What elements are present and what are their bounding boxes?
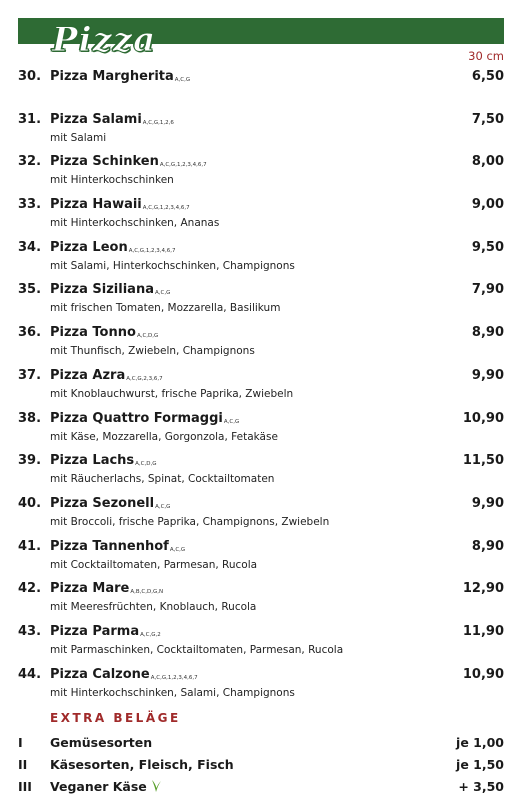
menu-item [0,65,522,108]
item-name [50,325,158,343]
item-name-text: Pizza Mare [50,581,130,597]
allergen-codes: A,C,D,G [135,461,157,468]
item-name-text: Pizza Calzone [50,666,150,682]
item-number: 30. [18,69,42,84]
allergen-codes: A,C,G [155,503,171,510]
menu-item [0,577,522,620]
size-label: 30 cm [468,49,504,63]
allergen-codes: A,C,D,G [136,333,159,340]
extra-row [0,779,522,801]
item-name-text: Pizza Tannenhof [50,538,169,554]
item-price: 11,50 [462,453,504,469]
menu-item [0,236,522,279]
item-price: 9,50 [471,239,504,255]
item-number: 34. [18,239,42,255]
item-name [50,624,161,642]
item-number: 36. [18,325,42,341]
allergen-codes: A,C,G [223,418,240,425]
item-name-text: Pizza Parma [50,623,140,639]
menu-item [0,278,522,321]
extra-number: II [18,757,28,772]
menu-item [0,364,522,407]
menu-item [0,407,522,450]
item-description: mit Salami, Hinterkochschinken, Champignons [50,259,295,272]
allergen-codes: A,C,G,1,2,3,4,6,7 [159,162,207,169]
item-number: 35. [18,282,42,298]
extra-name-text: Käsesorten, Fleisch, Fisch [50,757,234,772]
item-name-text: Pizza Leon [50,239,128,255]
item-name-text: Pizza Siziliana [50,282,154,298]
allergen-codes: A,C,G,1,2,3,4,6,7 [128,247,176,254]
extra-name [50,757,234,773]
allergen-codes: A,C,G,1,2,6 [142,119,174,126]
item-price: 8,90 [471,538,504,554]
item-name [50,368,163,386]
item-description: mit Knoblauchwurst, frische Paprika, Zwiebeln [50,387,294,400]
extra-name [50,735,152,751]
item-description: mit Thunfisch, Zwiebeln, Champignons [50,345,255,358]
allergen-codes: A,C,G [154,290,171,297]
item-number: 40. [18,495,42,511]
item-price: 9,90 [471,495,504,511]
allergen-codes: A,C,G [174,77,191,83]
item-name-text: Pizza Sezonell [50,495,155,511]
item-name [50,411,239,429]
extra-name [50,779,162,795]
item-price: 7,50 [471,111,504,127]
item-price: 8,00 [471,154,504,170]
item-name [50,496,170,514]
item-number: 44. [18,666,42,682]
allergen-codes: A,C,G,2,3,6,7 [126,375,163,382]
item-name [50,69,190,87]
menu-item [0,321,522,364]
item-price: 6,50 [471,69,504,84]
menu-item [0,108,522,151]
item-description: mit Räucherlachs, Spinat, Cocktailtomaten [50,473,275,486]
item-number: 38. [18,410,42,426]
allergen-codes: A,C,G,2 [140,631,161,638]
allergen-codes: A,C,G [169,546,186,553]
menu-item [0,193,522,236]
menu-item [0,492,522,535]
page-title: Pizza [52,20,157,60]
item-name [50,282,170,300]
item-name [50,667,198,685]
item-name [50,539,185,557]
item-name-text: Pizza Quattro Formaggi [50,410,223,426]
extra-price: je 1,50 [456,757,504,772]
item-name-text: Pizza Azra [50,367,126,383]
extras-list [0,735,522,801]
item-description: mit Hinterkochschinken, Salami, Champignons [50,686,295,699]
item-price: 8,90 [471,325,504,341]
menu-item [0,620,522,663]
extra-price: je 1,00 [456,735,504,750]
item-description: mit Cocktailtomaten, Parmesan, Rucola [50,558,258,571]
extra-price: + 3,50 [458,779,504,794]
item-number: 32. [18,154,42,170]
item-description: mit Käse, Mozzarella, Gorgonzola, Fetakäse [50,430,278,443]
item-name [50,581,163,599]
extra-row [0,735,522,757]
item-number: 31. [18,111,42,127]
item-price: 9,90 [471,367,504,383]
extra-name-text: Gemüsesorten [50,735,153,750]
item-description: mit Broccoli, frische Paprika, Champignons, Zwiebeln [50,515,330,528]
menu-item [0,663,522,706]
item-name [50,240,176,258]
item-price: 9,00 [471,197,504,213]
extra-number: III [18,779,32,794]
vegan-leaf-icon [150,779,162,793]
item-number: 41. [18,538,42,554]
item-number: 33. [18,197,42,213]
extras-heading: EXTRA BELÄGE [50,711,181,725]
allergen-codes: A,C,G,1,2,3,4,6,7 [142,205,190,212]
menu-item [0,150,522,193]
item-name-text: Pizza Hawaii [50,197,142,213]
item-name-text: Pizza Margherita [50,69,174,84]
item-number: 43. [18,623,42,639]
item-name-text: Pizza Lachs [50,453,135,469]
item-description: mit Parmaschinken, Cocktailtomaten, Parmesan, Rucola [50,643,344,656]
item-number: 39. [18,453,42,469]
menu-item [0,449,522,492]
item-name-text: Pizza Salami [50,111,142,127]
item-price: 11,90 [462,623,504,639]
item-description: mit Meeresfrüchten, Knoblauch, Rucola [50,601,257,614]
extra-name-text: Veganer Käse [50,779,147,794]
item-number: 42. [18,581,42,597]
item-price: 10,90 [462,666,504,682]
extra-row [0,757,522,779]
item-description: mit Hinterkochschinken, Ananas [50,217,220,230]
item-name [50,154,207,172]
item-price: 12,90 [462,581,504,597]
item-name [50,197,190,215]
extra-number: I [18,735,23,750]
item-price: 7,90 [471,282,504,298]
item-name [50,112,174,130]
item-name [50,453,157,471]
menu-item [0,535,522,578]
menu-list [0,65,522,705]
item-number: 37. [18,367,42,383]
item-description: mit Salami [50,131,107,144]
item-name-text: Pizza Schinken [50,154,159,170]
item-description: mit Hinterkochschinken [50,174,174,187]
item-name-text: Pizza Tonno [50,325,136,341]
item-description: mit frischen Tomaten, Mozzarella, Basilikum [50,302,281,315]
allergen-codes: A,C,G,1,2,3,4,6,7 [150,674,198,681]
header-note: mit Tomatensauce bestrichen & mit Käse belegt. [164,43,480,57]
allergen-codes: A,B,C,D,G,N [130,589,164,596]
item-price: 10,90 [462,410,504,426]
